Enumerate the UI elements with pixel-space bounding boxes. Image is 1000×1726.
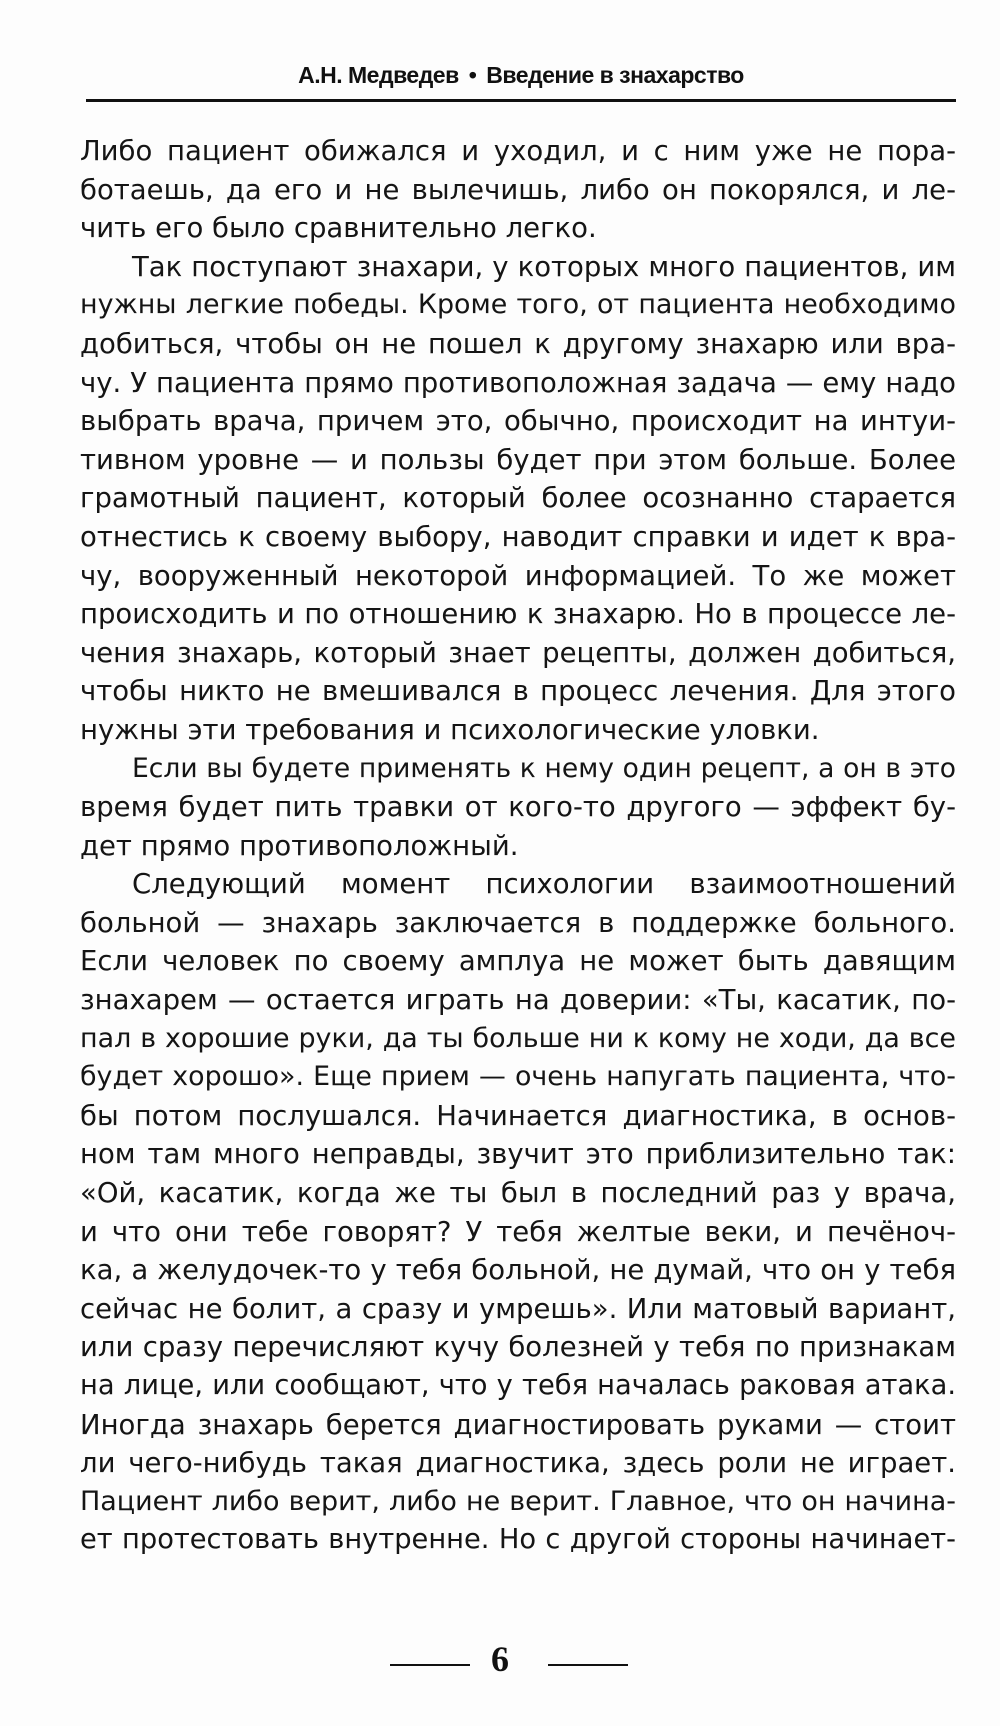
text-line: Пациент либо верит, либо не верит. Главное, что он начина- bbox=[80, 1485, 956, 1517]
text-line: дет прямо противоположный. bbox=[80, 829, 519, 862]
text-line: время будет пить травки от кого-то другого — эффект бу- bbox=[80, 791, 956, 824]
text-line: «Ой, касатик, когда же ты был в последний раз у врача, bbox=[80, 1177, 956, 1210]
text-line: добиться, чтобы он не пошел к другому знахарю или вра- bbox=[80, 327, 956, 360]
running-head bbox=[86, 62, 956, 89]
text-line: ка, а желудочек-то у тебя больной, не думай, что он у тебя bbox=[80, 1254, 956, 1287]
text-line: отнестись к своему выбору, наводит справки и идет к вра- bbox=[80, 520, 956, 553]
text-line: Если человек по своему амплуа не может быть давящим bbox=[80, 945, 956, 978]
text-line: ном там много неправды, звучит это приблизительно так: bbox=[80, 1138, 956, 1171]
text-line: сейчас не болит, а сразу и умрешь». Или матовый вариант, bbox=[80, 1292, 956, 1325]
text-line: ли чего-нибудь такая диагностика, здесь роли не играет. bbox=[80, 1447, 956, 1480]
text-line: ботаешь, да его и не вылечишь, либо он покорялся, и ле- bbox=[80, 173, 956, 206]
text-line: происходить и по отношению к знахарю. Но в процессе ле- bbox=[80, 598, 956, 631]
text-line: чить его было сравнительно легко. bbox=[80, 212, 597, 245]
text-line: чу, вооруженный некоторой информацией. То же может bbox=[80, 559, 956, 592]
text-line: знахарем — остается играть на доверии: «Ты, касатик, по- bbox=[80, 984, 956, 1017]
text-line: Либо пациент обижался и уходил, и с ним уже не пора- bbox=[80, 135, 956, 167]
text-line: будет хорошо». Еще прием — очень напугать пациента, что- bbox=[80, 1061, 956, 1093]
text-line: бы потом послушался. Начинается диагностика, в основ- bbox=[80, 1099, 956, 1132]
running-head-separator: • bbox=[468, 62, 477, 88]
page-number: 6 bbox=[491, 1639, 509, 1679]
folio-rule-right bbox=[548, 1664, 628, 1666]
text-line: Так поступают знахари, у которых много пациентов, им bbox=[132, 250, 956, 283]
text-line: выбрать врача, причем это, обычно, происходит на интуи- bbox=[80, 405, 956, 438]
text-line: и что они тебе говорят? У тебя желтые веки, и печёноч- bbox=[80, 1215, 956, 1248]
body-text bbox=[80, 132, 956, 1560]
text-line: Следующий момент психологии взаимоотношений bbox=[132, 868, 956, 901]
text-line: или сразу перечисляют кучу болезней у тебя по признакам bbox=[80, 1331, 956, 1364]
text-line: нужны легкие победы. Кроме того, от пациента необходимо bbox=[80, 289, 956, 321]
header-rule bbox=[86, 99, 956, 102]
text-line: чения знахарь, который знает рецепты, должен добиться, bbox=[80, 636, 956, 669]
text-line: чу. У пациента прямо противоположная задача — ему надо bbox=[80, 366, 956, 399]
text-line: Если вы будете применять к нему один рецепт, а он в это bbox=[132, 752, 956, 784]
text-line: чтобы никто не вмешивался в процесс лечения. Для этого bbox=[80, 675, 956, 708]
text-line: ет протестовать внутренне. Но с другой стороны начинает- bbox=[80, 1524, 956, 1556]
text-line: на лице, или сообщают, что у тебя началась раковая атака. bbox=[80, 1370, 956, 1401]
text-line: Иногда знахарь берется диагностировать руками — стоит bbox=[80, 1408, 956, 1441]
text-line: тивном уровне — и пользы будет при этом больше. Более bbox=[80, 443, 956, 476]
text-line: пал в хорошие руки, да ты больше ни к кому не ходи, да все bbox=[80, 1022, 956, 1054]
running-head-author: А.Н. Медведев bbox=[298, 62, 459, 88]
text-line: грамотный пациент, который более осознанно старается bbox=[80, 482, 956, 515]
running-head-title: Введение в знахарство bbox=[486, 62, 744, 88]
text-line: нужны эти требования и психологические уловки. bbox=[80, 713, 820, 746]
text-line: больной — знахарь заключается в поддержке больного. bbox=[80, 906, 956, 939]
